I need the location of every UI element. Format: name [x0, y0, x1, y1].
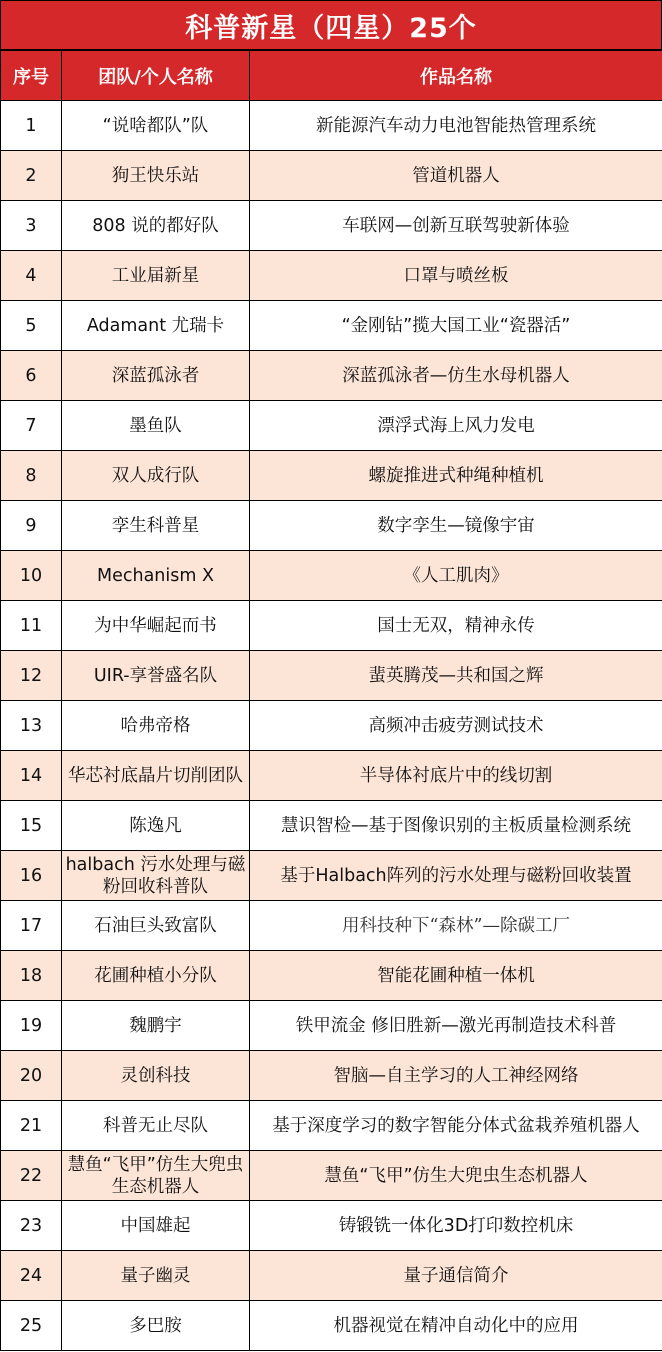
- work-name: 机器视觉在精冲自动化中的应用: [250, 1301, 662, 1351]
- team-name: “说啥都队”队: [62, 101, 250, 151]
- work-name: 口罩与喷丝板: [250, 251, 662, 301]
- work-name: 慧鱼“飞甲”仿生大兜虫生态机器人: [250, 1151, 662, 1201]
- team-name: 科普无止尽队: [62, 1101, 250, 1151]
- row-number: 5: [1, 301, 62, 351]
- table-row: [1, 401, 662, 451]
- row-number: 17: [1, 901, 62, 951]
- table-row: [1, 351, 662, 401]
- team-name: 808 说的都好队: [62, 201, 250, 251]
- team-name: 量子幽灵: [62, 1251, 250, 1301]
- work-name: 蜚英腾茂—共和国之辉: [250, 651, 662, 701]
- team-name: 陈逸凡: [62, 801, 250, 851]
- table-row: [1, 201, 662, 251]
- row-number: 6: [1, 351, 62, 401]
- work-name: 半导体衬底片中的线切割: [250, 751, 662, 801]
- team-name: 花圃种植小分队: [62, 951, 250, 1001]
- work-name: 基于深度学习的数字智能分体式盆栽养殖机器人: [250, 1101, 662, 1151]
- column-header-work: 作品名称: [250, 51, 662, 101]
- table-row: [1, 601, 662, 651]
- work-name: 慧识智检—基于图像识别的主板质量检测系统: [250, 801, 662, 851]
- team-name: 灵创科技: [62, 1051, 250, 1101]
- table-row: [1, 501, 662, 551]
- team-name: 狗王快乐站: [62, 151, 250, 201]
- table-row: [1, 151, 662, 201]
- table-row: [1, 1201, 662, 1251]
- work-name: 新能源汽车动力电池智能热管理系统: [250, 101, 662, 151]
- work-name: “金刚钻”揽大国工业“瓷器活”: [250, 301, 662, 351]
- table-row: [1, 751, 662, 801]
- team-name: 深蓝孤泳者: [62, 351, 250, 401]
- team-name: Mechanism X: [62, 551, 250, 601]
- table-row: [1, 251, 662, 301]
- row-number: 15: [1, 801, 62, 851]
- row-number: 3: [1, 201, 62, 251]
- work-name: 数字孪生—镜像宇宙: [250, 501, 662, 551]
- row-number: 16: [1, 851, 62, 901]
- row-number: 13: [1, 701, 62, 751]
- team-name: 中国雄起: [62, 1201, 250, 1251]
- table-row: [1, 1001, 662, 1051]
- header-row: [1, 51, 662, 101]
- row-number: 8: [1, 451, 62, 501]
- team-name: 魏鹏宇: [62, 1001, 250, 1051]
- row-number: 4: [1, 251, 62, 301]
- table-row: [1, 701, 662, 751]
- table-row: [1, 1151, 662, 1201]
- table-row: [1, 951, 662, 1001]
- team-name: 慧鱼“飞甲”仿生大兜虫生态机器人: [62, 1151, 250, 1201]
- work-name: 量子通信简介: [250, 1251, 662, 1301]
- work-name: 铁甲流金 修旧胜新—激光再制造技术科普: [250, 1001, 662, 1051]
- team-name: 双人成行队: [62, 451, 250, 501]
- work-name: 铸锻铣一体化3D打印数控机床: [250, 1201, 662, 1251]
- table-row: [1, 1101, 662, 1151]
- work-name: 管道机器人: [250, 151, 662, 201]
- team-name: 孪生科普星: [62, 501, 250, 551]
- work-name: 深蓝孤泳者—仿生水母机器人: [250, 351, 662, 401]
- row-number: 24: [1, 1251, 62, 1301]
- table-row: [1, 1301, 662, 1351]
- work-name: 用科技种下“森林”—除碳工厂: [250, 901, 662, 951]
- team-name: 工业届新星: [62, 251, 250, 301]
- work-name: 车联网—创新互联驾驶新体验: [250, 201, 662, 251]
- row-number: 11: [1, 601, 62, 651]
- team-name: 哈弗帝格: [62, 701, 250, 751]
- row-number: 12: [1, 651, 62, 701]
- team-name: 多巴胺: [62, 1301, 250, 1351]
- column-header-team: 团队/个人名称: [62, 51, 250, 101]
- table-row: [1, 901, 662, 951]
- work-name: 基于Halbach阵列的污水处理与磁粉回收装置: [250, 851, 662, 901]
- row-number: 25: [1, 1301, 62, 1351]
- work-name: 国士无双，精神永传: [250, 601, 662, 651]
- row-number: 21: [1, 1101, 62, 1151]
- work-name: 漂浮式海上风力发电: [250, 401, 662, 451]
- team-name: 石油巨头致富队: [62, 901, 250, 951]
- row-number: 23: [1, 1201, 62, 1251]
- work-name: 智脑—自主学习的人工神经网络: [250, 1051, 662, 1101]
- table-row: [1, 801, 662, 851]
- row-number: 2: [1, 151, 62, 201]
- team-name: Adamant 尤瑞卡: [62, 301, 250, 351]
- row-number: 22: [1, 1151, 62, 1201]
- table-row: [1, 451, 662, 501]
- row-number: 1: [1, 101, 62, 151]
- table-row: [1, 851, 662, 901]
- team-name: halbach 污水处理与磁粉回收科普队: [62, 851, 250, 901]
- team-name: 为中华崛起而书: [62, 601, 250, 651]
- table-row: [1, 101, 662, 151]
- column-header-number: 序号: [1, 51, 62, 101]
- team-name: UIR-享誉盛名队: [62, 651, 250, 701]
- table-title: 科普新星（四星）25个: [0, 0, 662, 50]
- row-number: 14: [1, 751, 62, 801]
- award-table: [0, 50, 662, 1351]
- team-name: 华芯衬底晶片切削团队: [62, 751, 250, 801]
- table-row: [1, 301, 662, 351]
- work-name: 智能花圃种植一体机: [250, 951, 662, 1001]
- table-row: [1, 551, 662, 601]
- team-name: 墨鱼队: [62, 401, 250, 451]
- work-name: 螺旋推进式种绳种植机: [250, 451, 662, 501]
- row-number: 20: [1, 1051, 62, 1101]
- row-number: 7: [1, 401, 62, 451]
- row-number: 9: [1, 501, 62, 551]
- row-number: 18: [1, 951, 62, 1001]
- row-number: 19: [1, 1001, 62, 1051]
- table-row: [1, 1251, 662, 1301]
- work-name: 高频冲击疲劳测试技术: [250, 701, 662, 751]
- table-row: [1, 1051, 662, 1101]
- work-name: 《人工肌肉》: [250, 551, 662, 601]
- table-row: [1, 651, 662, 701]
- row-number: 10: [1, 551, 62, 601]
